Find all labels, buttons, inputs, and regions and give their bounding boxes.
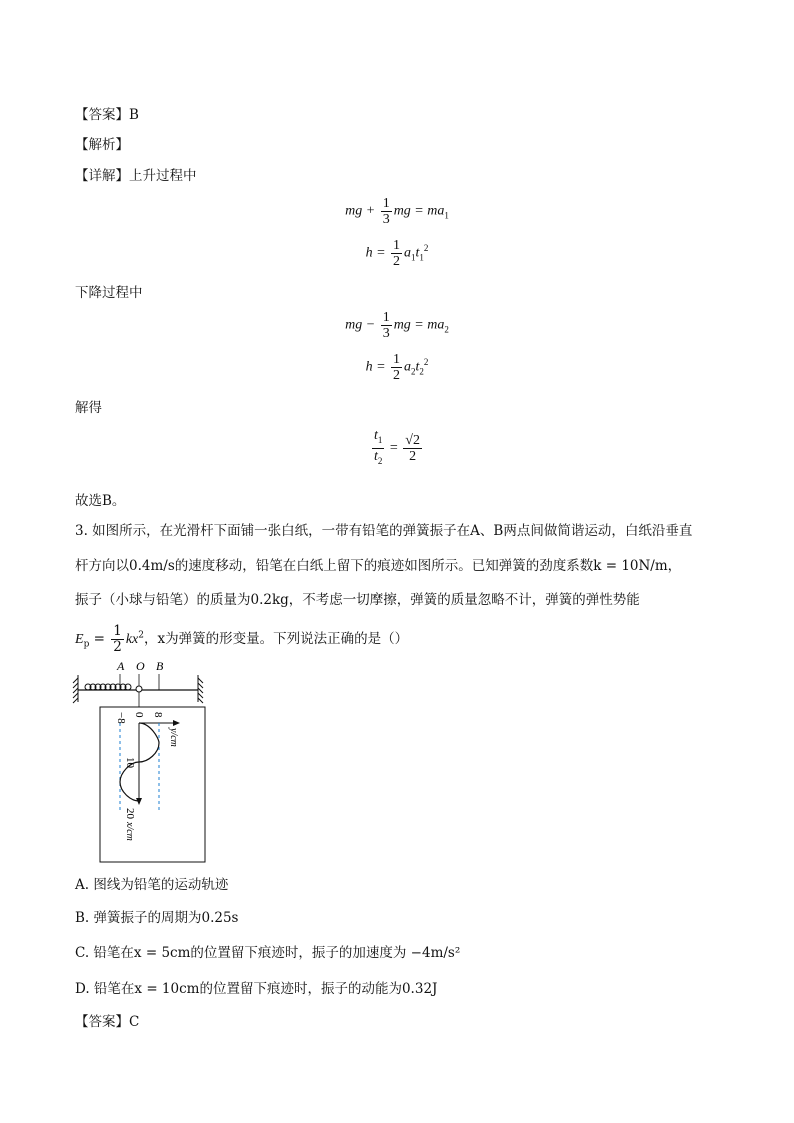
answer3-value: C (129, 1014, 140, 1030)
equation-up-height: h = $\frac{1}{2}$ $a_1t_1^2$ (365, 238, 429, 269)
tick-label-0: 0 (133, 712, 145, 718)
x-label-20: 20 (124, 808, 136, 819)
equation-down-height: h = $\frac{1}{2}$ $a_2t_2^2$ (365, 352, 429, 383)
x-axis-label: x/cm (124, 822, 135, 841)
equation-up-force: mg + $\frac{1}{3}$ mg = $ma_1$ (345, 196, 449, 227)
y-axis-arrow (173, 720, 180, 726)
analysis-tag: 【解析】 (75, 137, 129, 153)
detail-text: 上升过程中 (129, 168, 197, 184)
answer3-line (75, 1010, 139, 1030)
x-label-10: 10 (124, 757, 136, 768)
label-o: O (136, 660, 145, 673)
right-wall (198, 675, 203, 703)
answer-tag: 【答案】 (75, 107, 129, 123)
tick-label-neg8: −8 (115, 712, 127, 724)
answer-value: B (129, 107, 139, 123)
question3-line3: 振子（小球与铅笔）的质量为0.2kg，不考虑一切摩擦，弹簧的质量忽略不计，弹簧的弹性势能 (75, 592, 640, 608)
oscillator-ball (136, 686, 142, 692)
label-b: B (156, 660, 164, 673)
spring-oscillator-diagram (70, 660, 210, 865)
option-b: B. 弹簧振子的周期为0.25s (75, 910, 239, 926)
question3-line1: 3. 如图所示，在光滑杆下面铺一张白纸，一带有铅笔的弹簧振子在A、B两点间做简谐运动，白纸沿垂直 (75, 523, 693, 539)
option-a: A. 图线为铅笔的运动轨迹 (75, 877, 229, 893)
y-axis-label: y/cm (168, 728, 179, 747)
down-text: 下降过程中 (75, 285, 143, 301)
option-c: C. 铅笔在x = 5cm的位置留下痕迹时，振子的加速度为 −4m/s² (75, 945, 461, 961)
label-a: A (117, 660, 125, 673)
equation-ratio: $\frac{t_1}{t_2}$ = $\frac{√2}{2}$ (374, 428, 420, 466)
detail-line (75, 164, 197, 184)
equation-down-force: mg − $\frac{1}{3}$ mg = $ma_2$ (345, 310, 449, 341)
detail-tag: 【详解】 (75, 168, 129, 184)
tick-label-8: 8 (152, 712, 164, 718)
option-d: D. 铅笔在x = 10cm的位置留下痕迹时，振子的动能为0.32J (75, 981, 438, 997)
left-wall (73, 675, 78, 703)
solve-text: 解得 (75, 400, 102, 416)
spring (85, 684, 131, 690)
choose-text: 故选B。 (75, 493, 126, 509)
answer-line (75, 103, 139, 123)
question3-line2: 杆方向以0.4m/s的速度移动，铅笔在白纸上留下的痕迹如图所示。已知弹簧的劲度系数k = 10N/m， (75, 558, 682, 574)
question3-line4: $E_p$ = $\frac{1}{2}$ $kx^2$，x为弹簧的形变量。下列说法正确的是（） (75, 623, 409, 655)
answer3-tag: 【答案】 (75, 1014, 129, 1030)
